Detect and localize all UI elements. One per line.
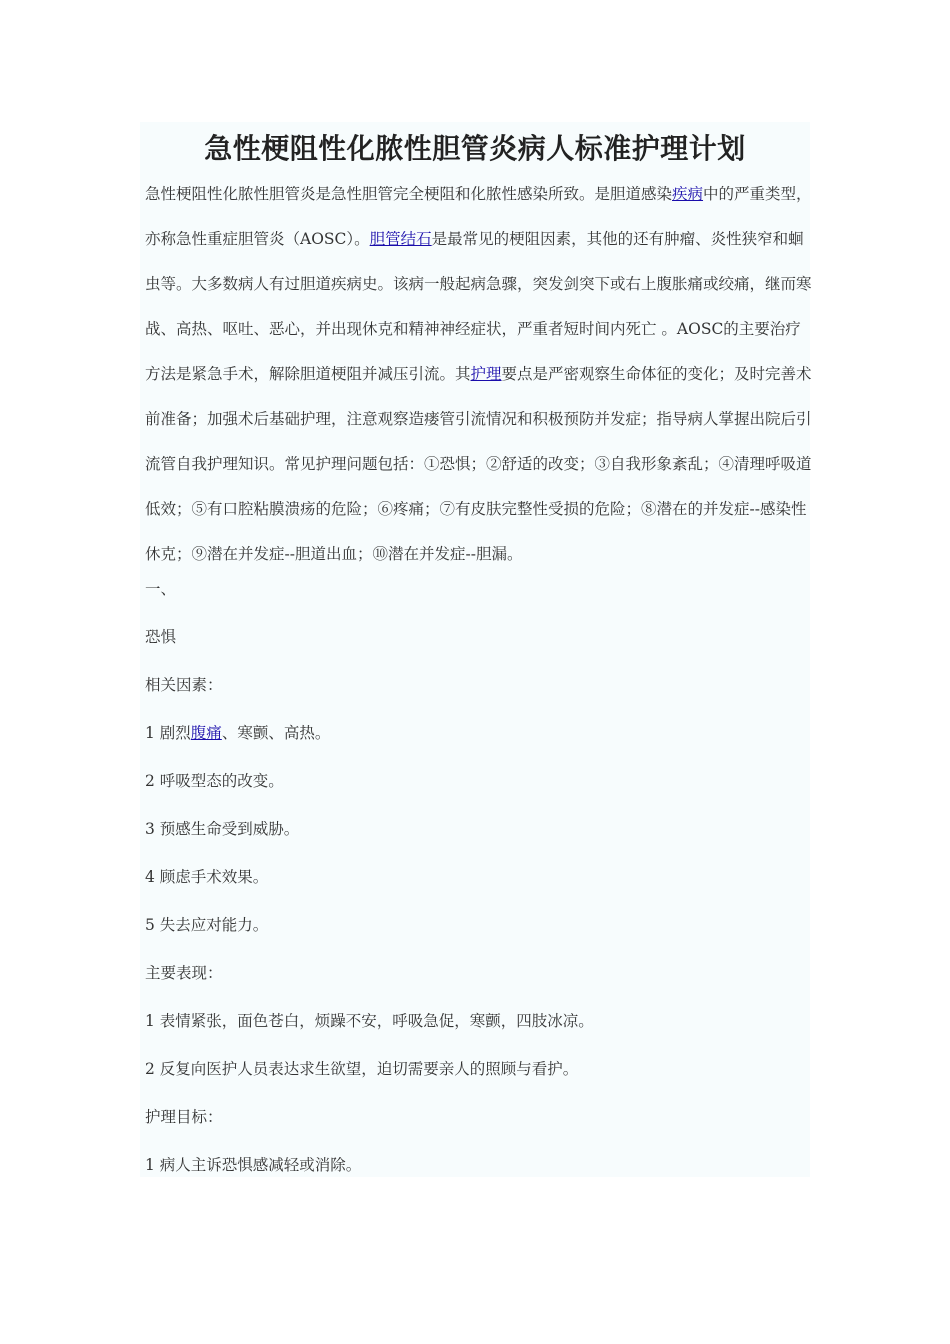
intro-text-2: 中的严重类型，亦称急性重症胆管炎（AOSC）。 xyxy=(145,185,812,248)
factor-item-3: 3 预感生命受到威胁。 xyxy=(145,820,300,838)
manifestation-item-1: 1 表情紧张，面色苍白，烦躁不安，呼吸急促，寒颤，四肢冰凉。 xyxy=(145,1012,594,1030)
factor-item-1 xyxy=(145,721,330,745)
goal-item-1: 1 病人主诉恐惧感减轻或消除。 xyxy=(145,1156,362,1174)
manifestations-label: 主要表现： xyxy=(145,964,223,982)
factor-item-5: 5 失去应对能力。 xyxy=(145,916,269,934)
link-gallstone[interactable]: 胆管结石 xyxy=(369,230,432,248)
factors-label: 相关因素： xyxy=(145,676,223,694)
link-abdominal-pain[interactable]: 腹痛 xyxy=(190,724,222,742)
section-number: 一、 xyxy=(145,580,177,598)
intro-text-3: 是最常见的梗阻因素，其他的还有肿瘤、炎性狭窄和蛔虫等。大多数病人有过胆道疾病史。该病一般起病急骤，突发剑突下或右上腹胀痛或绞痛，继而寒战、高热、呕吐、恶心，并出现休克和精神神经症状，严重者短时间内死亡 。AOSC的主要治疗方法是紧急手术，解除胆道梗阻并减压引流。其 xyxy=(145,230,812,383)
factor-item-4: 4 顾虑手术效果。 xyxy=(145,868,269,886)
factor-1-prefix: 1 剧烈 xyxy=(145,724,191,742)
factor-item-2: 2 呼吸型态的改变。 xyxy=(145,772,284,790)
goals-label: 护理目标： xyxy=(145,1108,223,1126)
document-title: 急性梗阻性化脓性胆管炎病人标准护理计划 xyxy=(204,132,746,165)
intro-paragraph xyxy=(145,172,813,577)
link-nursing[interactable]: 护理 xyxy=(470,365,502,383)
intro-text-4: 要点是严密观察生命体征的变化；及时完善术前准备；加强术后基础护理，注意观察造瘘管引流情况和积极预防并发症；指导病人掌握出院后引流管自我护理知识。常见护理问题包括：①恐惧；②舒适的改变；③自我形象紊乱；④清理呼吸道低效；⑤有口腔粘膜溃疡的危险；⑥疼痛；⑦有皮肤完整性受损的危险；⑧潜在的并发症--感染性休克；⑨潜在并发症--胆道出血；⑩潜在并发症--胆漏。 xyxy=(145,365,812,563)
intro-text-1: 急性梗阻性化脓性胆管炎是急性胆管完全梗阻和化脓性感染所致。是胆道感染 xyxy=(145,185,673,203)
manifestation-item-2: 2 反复向医护人员表达求生欲望，迫切需要亲人的照顾与看护。 xyxy=(145,1060,579,1078)
link-disease[interactable]: 疾病 xyxy=(672,185,704,203)
section-name: 恐惧 xyxy=(145,628,177,646)
factor-1-suffix: 、寒颤、高热。 xyxy=(221,724,331,742)
